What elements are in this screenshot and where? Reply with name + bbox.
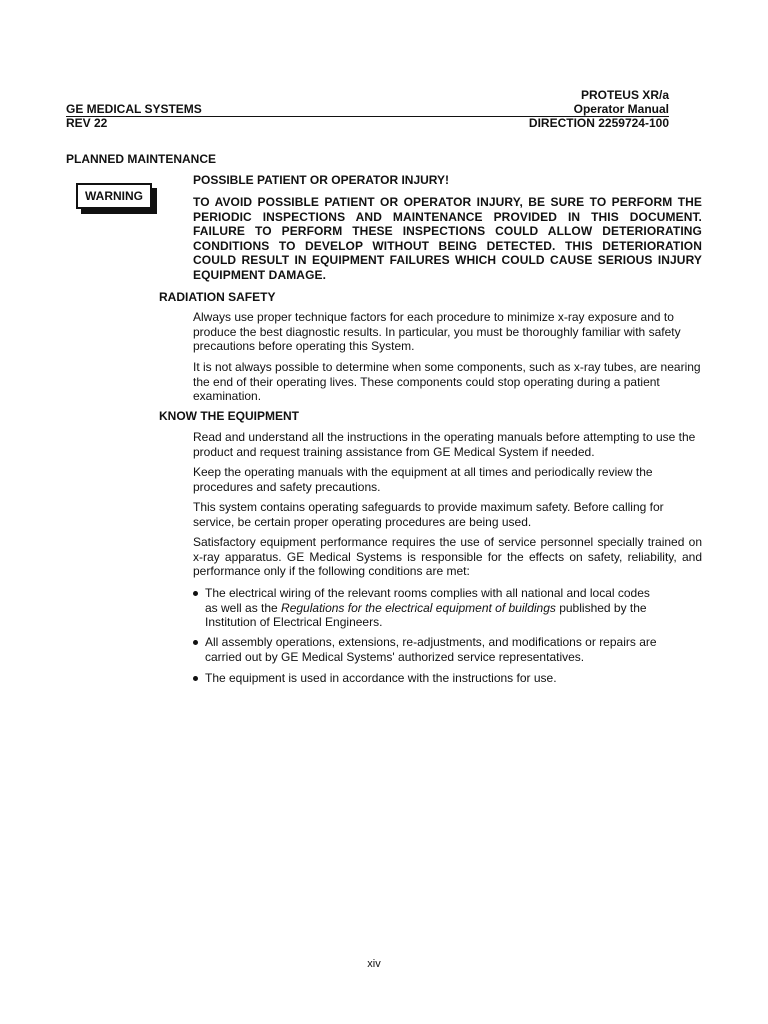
warning-label: WARNING xyxy=(85,189,143,203)
list-item xyxy=(193,635,702,664)
list-item xyxy=(193,586,702,630)
header-rev: REV 22 xyxy=(66,116,108,130)
radiation-paragraph-2: It is not always possible to determine when some components, such as x-ray tubes, are nearing the end of their operating lives. These components could stop operating during a patient examination. xyxy=(193,360,701,403)
radiation-paragraph-1: Always use proper technique factors for each procedure to minimize x-ray exposure and to produce the best diagnostic results. In particular, you must be thoroughly familiar with safety precautions before operating this System. xyxy=(193,310,681,353)
warning-text: TO AVOID POSSIBLE PATIENT OR OPERATOR INJURY, BE SURE TO PERFORM THE PERIODIC INSPECTIONS AND MAINTENANCE PROVIDED IN THIS DOCUMENT. FAILURE TO PERFORM THESE INSPECTIONS COULD ALLOW DETERIORATING CONDITIONS TO DEVELOP WITHOUT BEING DETECTED. THIS DETERIORATION COULD RESULT IN EQUIPMENT FAILURES WHICH COULD CAUSE SERIOUS INJURY EQUIPMENT DAMAGE. xyxy=(193,195,702,282)
bullet-icon xyxy=(193,676,198,681)
warning-title: POSSIBLE PATIENT OR OPERATOR INJURY! xyxy=(193,173,450,187)
header-direction: DIRECTION 2259724-100 xyxy=(528,116,669,130)
know-equipment-heading: KNOW THE EQUIPMENT xyxy=(159,409,299,423)
list-item xyxy=(193,671,702,686)
planned-maintenance-heading: PLANNED MAINTENANCE xyxy=(66,152,216,166)
know-paragraph-3: This system contains operating safeguards to provide maximum safety. Before calling for service, be certain proper operating procedures are being used. xyxy=(193,500,664,529)
header-company: GE MEDICAL SYSTEMS xyxy=(66,102,202,116)
list-item-text: All assembly operations, extensions, re-adjustments, and modifications or repairs are carried out by GE Medical Systems' authorized service representatives. xyxy=(205,635,657,664)
know-paragraph-2: Keep the operating manuals with the equipment at all times and periodically review the procedures and safety precautions. xyxy=(193,465,653,494)
know-paragraph-1: Read and understand all the instructions in the operating manuals before attempting to use the product and request training assistance from GE Medical System if needed. xyxy=(193,430,696,459)
header-product: PROTEUS XR/a xyxy=(580,88,669,102)
list-item-text xyxy=(205,586,655,630)
page-number: xiv xyxy=(367,958,381,970)
radiation-safety-heading: RADIATION SAFETY xyxy=(159,290,276,304)
header-manual: Operator Manual xyxy=(573,102,669,116)
bullet-icon xyxy=(193,591,198,596)
bullet-icon xyxy=(193,640,198,645)
warning-badge xyxy=(76,183,152,209)
list-item-text-pre: The electrical wiring of the relevant rooms complies with all national and local codes as well as the xyxy=(205,586,650,615)
know-paragraph-4: Satisfactory equipment performance requires the use of service personnel specially trained on x-ray apparatus. GE Medical Systems is responsible for the effects on safety, reliability, and performance only if the following conditions are met: xyxy=(193,535,702,578)
list-item-text: The equipment is used in accordance with the instructions for use. xyxy=(205,671,557,685)
regulations-title: Regulations for the electrical equipment of buildings xyxy=(281,600,556,615)
list-item-text-post: published by the Institution of Electrical Engineers. xyxy=(205,600,647,629)
